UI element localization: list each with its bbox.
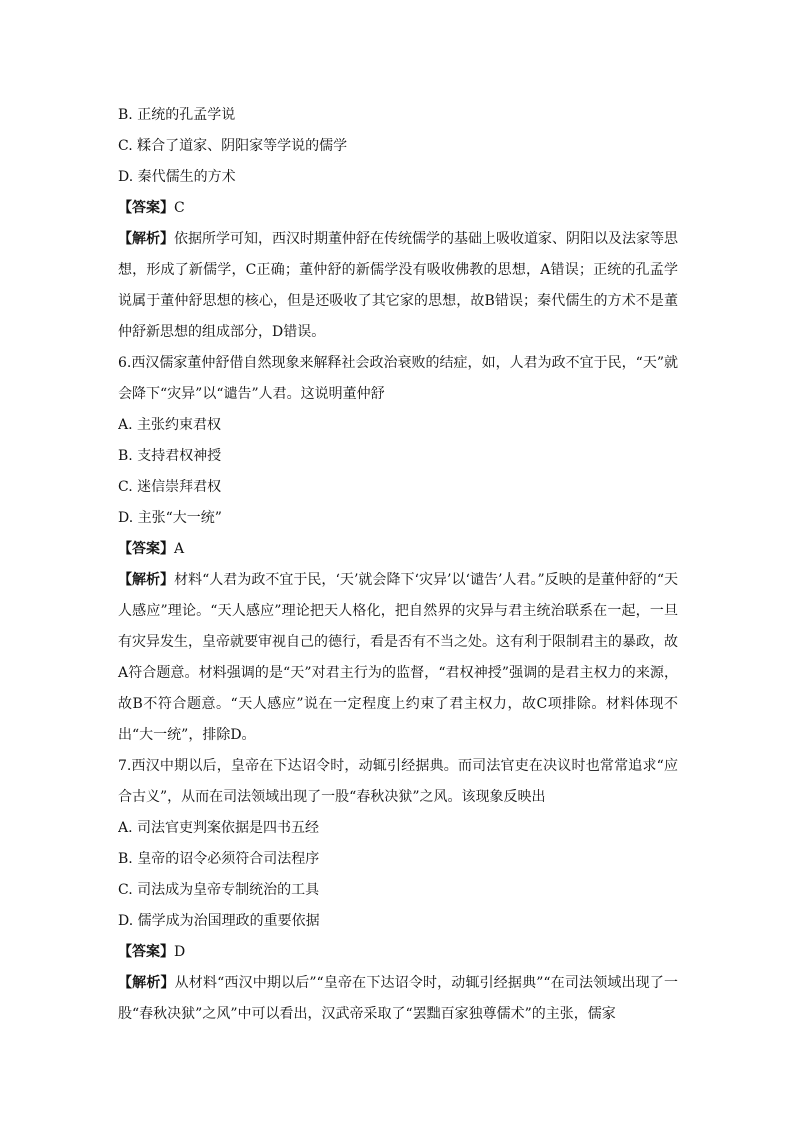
- q5-option-d: D. 秦代儒生的方术: [118, 169, 236, 185]
- answer-label: 【答案】: [118, 200, 174, 216]
- q6-option-b: B. 支持君权神授: [118, 448, 222, 464]
- q7-answer: [118, 937, 678, 968]
- answer-value: C: [174, 200, 185, 216]
- analysis-label: 【解析】: [118, 975, 175, 991]
- answer-label: 【答案】: [118, 944, 174, 960]
- analysis-label: 【解析】: [118, 231, 174, 247]
- q7-option-d: D. 儒学成为治国理政的重要依据: [118, 913, 320, 929]
- q7-option-b: B. 皇帝的诏令必须符合司法程序: [118, 851, 320, 867]
- q7-option-a: A. 司法官吏判案依据是四书五经: [118, 820, 320, 836]
- q5-analysis: [118, 224, 678, 348]
- q5-option-c: C. 糅合了道家、阴阳家等学说的儒学: [118, 138, 348, 154]
- q6-analysis: [118, 565, 678, 751]
- q7-option-c: C. 司法成为皇帝专制统治的工具: [118, 882, 320, 898]
- q6-option-c: C. 迷信崇拜君权: [118, 479, 222, 495]
- q6-stem: 6.西汉儒家董仲舒借自然现象来解释社会政治衰败的结症，如，人君为政不宜于民，“天”就会降下“灾异”以“谴告”人君。这说明董仲舒: [118, 355, 678, 402]
- answer-value: A: [174, 541, 185, 557]
- analysis-label: 【解析】: [118, 572, 175, 588]
- q5-option-b: B. 正统的孔孟学说: [118, 107, 236, 123]
- q7-stem: 7.西汉中期以后，皇帝在下达诏令时，动辄引经据典。而司法官吏在决议时也常常追求“应合古义”，从而在司法领域出现了一股“春秋决狱”之风。该现象反映出: [118, 758, 678, 805]
- answer-label: 【答案】: [118, 541, 174, 557]
- q6-option-a: A. 主张约束君权: [118, 417, 222, 433]
- analysis-text: 从材料“西汉中期以后”“皇帝在下达诏令时，动辄引经据典”“在司法领域出现了一股“春秋决狱”之风”中可以看出，汉武帝采取了“罢黜百家独尊儒术”的主张，儒家: [118, 975, 678, 1022]
- q5-answer: [118, 193, 678, 224]
- q7-analysis: [118, 968, 678, 1030]
- analysis-text: 材料“人君为政不宜于民，‘天’就会降下‘灾异’以‘谴告’人君。”反映的是董仲舒的“天人感应”理论。“天人感应”理论把天人格化，把自然界的灾异与君主统治联系在一起，一旦有灾异发生，皇帝就要审视自己的德行，看是否有不当之处。这有利于限制君主的暴政，故A符合题意。材料强调的是“天”对君主行为的监督，“君权神授”强调的是君主权力的来源，故B不符合题意。“天人感应”说在一定程度上约束了君主权力，故C项排除。材料体现不出“大一统”，排除D。: [118, 572, 679, 743]
- analysis-text: 依据所学可知，西汉时期董仲舒在传统儒学的基础上吸收道家、阴阳以及法家等思想，形成了新儒学，C正确；董仲舒的新儒学没有吸收佛教的思想，A错误；正统的孔孟学说属于董仲舒思想的核心，但是还吸收了其它家的思想，故B错误；秦代儒生的方术不是董仲舒新思想的组成部分，D错误。: [118, 231, 678, 340]
- q6-option-d: D. 主张“大一统”: [118, 510, 222, 526]
- answer-value: D: [174, 944, 186, 960]
- q6-answer: [118, 534, 678, 565]
- document-page: [118, 100, 678, 1030]
